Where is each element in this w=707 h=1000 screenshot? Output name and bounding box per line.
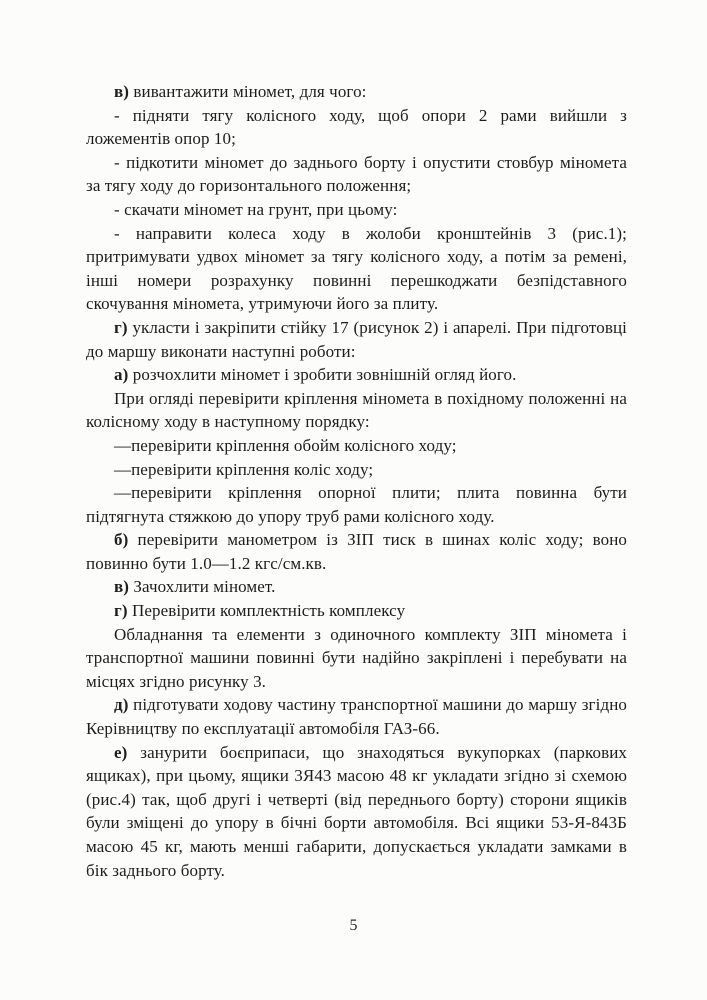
paragraph-text: укласти і закріпити стійку 17 (рисунок 2) і апарелі. При підготовці до маршу виконати наступні роботи: — [86, 317, 627, 361]
paragraph-text: Обладнання та елементи з одиночного комплекту ЗІП міномета і транспортної машини повинні бути надійно закріплені і перебувати на місцях згідно рисунку 3. — [86, 624, 627, 691]
paragraph-text: Перевірити комплектність комплексу — [127, 601, 406, 621]
paragraph-text: - направити колеса ходу в жолоби кронштейнів 3 (рис.1); притримувати удвох міномет за тягу колісного ходу, а потім за ремені, інші номери розрахунку повинні перешкоджати безпідставного скочування міномета, утримуючи його за плиту. — [86, 223, 627, 314]
paragraph-text: занурити боєприпаси, що знаходяться вукупорках (паркових ящиках), при цьому, ящики 3Я43 масою 48 кг укладати згідно зі схемою (рис.4) так, щоб другі і четверті (від переднього борту) сторони ящиків були зміщені до упору в бічні борти автомобіля. Всі ящики 53-Я-843Б масою 45 кг, мають менші габарити, допускається укладати замками в бік заднього борту. — [86, 742, 627, 880]
paragraph — [86, 623, 627, 694]
paragraph-text: - скачати міномет на грунт, при цьому: — [114, 199, 398, 219]
paragraph — [86, 599, 627, 623]
paragraph-text: —перевірити кріплення коліс ходу; — [114, 459, 374, 479]
paragraph-text: —перевірити кріплення опорної плити; плита повинна бути підтягнута стяжкою до упору труб рами колісного ходу. — [86, 483, 627, 526]
paragraph-text: розчохлити міномет і зробити зовнішній огляд його. — [128, 365, 517, 385]
paragraph — [86, 151, 627, 198]
paragraph-marker: а) — [114, 365, 129, 385]
paragraph-text: —перевірити кріплення обойм колісного ходу; — [114, 435, 457, 455]
paragraph-text: - підкотити міномет до заднього борту і опустити стовбур міномета за тягу ходу до горизонтального положення; — [86, 152, 627, 196]
paragraph-marker: б) — [114, 530, 129, 550]
paragraph — [86, 363, 627, 387]
paragraph — [86, 481, 627, 528]
paragraph-text: вивантажити міномет, для чого: — [129, 82, 367, 101]
paragraph — [86, 693, 627, 740]
paragraph-marker: е) — [114, 742, 128, 762]
paragraph — [86, 316, 627, 363]
paragraph — [86, 80, 627, 104]
paragraph — [86, 104, 627, 151]
paragraph-marker: в) — [114, 577, 130, 597]
page-body — [86, 80, 627, 882]
paragraph-marker: в) — [114, 82, 130, 101]
paragraph — [86, 222, 627, 316]
paragraph-marker: г) — [114, 317, 128, 337]
paragraph — [86, 741, 627, 883]
paragraph-text: - підняти тягу колісного ходу, щоб опори 2 рами вийшли з ложементів опор 10; — [86, 105, 627, 149]
paragraph — [86, 528, 627, 575]
paragraph-text: При огляді перевірити кріплення міномета в похідному положенні на колісному ходу в наступному порядку: — [86, 388, 627, 432]
paragraph-text: Зачохлити міномет. — [129, 577, 276, 597]
paragraph — [86, 387, 627, 434]
paragraph-marker: г) — [114, 601, 128, 621]
paragraph — [86, 198, 627, 222]
paragraph — [86, 575, 627, 599]
paragraph — [86, 458, 627, 482]
paragraph — [86, 434, 627, 458]
page-number: 5 — [349, 917, 358, 934]
paragraph-marker: д) — [114, 695, 129, 715]
paragraph-text: перевірити манометром із ЗІП тиск в шинах коліс ходу; воно повинно бути 1.0—1.2 кгс/см.кв. — [86, 530, 627, 573]
paragraph-text: підготувати ходову частину транспортної машини до маршу згідно Керівництву по експлуатації автомобіля ГАЗ-66. — [86, 695, 627, 739]
